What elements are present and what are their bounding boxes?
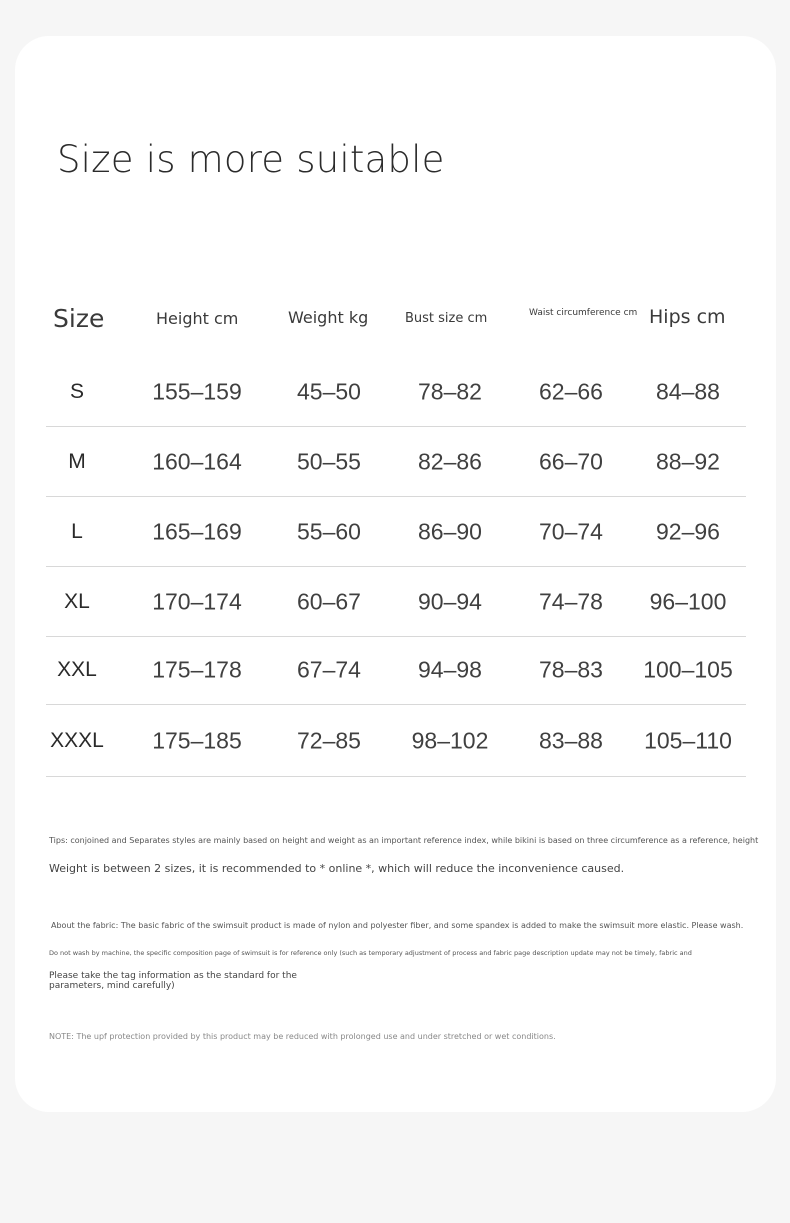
cell-bust: 82–86 xyxy=(418,448,482,475)
cell-weight: 72–85 xyxy=(297,727,361,754)
table-row xyxy=(46,568,746,637)
cell-height: 165–169 xyxy=(152,518,242,545)
cell-height: 175–178 xyxy=(152,656,242,683)
cell-height: 175–185 xyxy=(152,727,242,754)
cell-waist: 78–83 xyxy=(539,656,603,683)
tag-note: Please take the tag information as the standard for the parameters, mind carefully) xyxy=(49,971,297,991)
cell-bust: 94–98 xyxy=(418,656,482,683)
table-row xyxy=(46,428,746,497)
cell-bust: 90–94 xyxy=(418,588,482,615)
table-row xyxy=(46,636,746,705)
cell-size: XXL xyxy=(57,658,97,681)
cell-weight: 60–67 xyxy=(297,588,361,615)
cell-size: XL xyxy=(64,590,90,613)
table-row xyxy=(46,706,746,777)
fabric-note: About the fabric: The basic fabric of the swimsuit product is made of nylon and polyester fiber, and some spandex is added to make the swimsuit more elastic. Please wash. xyxy=(51,921,744,930)
cell-weight: 45–50 xyxy=(297,378,361,405)
table-row xyxy=(46,498,746,567)
cell-bust: 98–102 xyxy=(411,727,489,754)
header-bust: Bust size cm xyxy=(405,311,488,326)
wash-note: Do not wash by machine, the specific composition page of swimsuit is for reference only (such as temporary adjustment of process and fabric page description update may not be timely, fabric and xyxy=(49,949,692,957)
cell-hips: 105–110 xyxy=(644,727,732,754)
upf-note: NOTE: The upf protection provided by this product may be reduced with prolonged use and under stretched or wet conditions. xyxy=(49,1032,556,1041)
cell-height: 170–174 xyxy=(152,588,242,615)
header-weight: Weight kg xyxy=(288,308,369,327)
cell-hips: 92–96 xyxy=(656,518,720,545)
cell-size: L xyxy=(71,520,83,543)
header-size: Size xyxy=(53,304,105,333)
weight-note: Weight is between 2 sizes, it is recommended to * online *, which will reduce the inconvenience caused. xyxy=(49,862,625,875)
cell-waist: 83–88 xyxy=(539,727,603,754)
cell-weight: 55–60 xyxy=(297,518,361,545)
cell-hips: 96–100 xyxy=(649,588,727,615)
cell-weight: 50–55 xyxy=(297,448,361,475)
cell-bust: 86–90 xyxy=(418,518,482,545)
table-row xyxy=(46,358,746,427)
cell-size: S xyxy=(69,380,85,403)
cell-height: 155–159 xyxy=(152,378,242,405)
cell-waist: 66–70 xyxy=(539,448,603,475)
header-height: Height cm xyxy=(156,309,239,328)
cell-weight: 67–74 xyxy=(297,656,361,683)
cell-hips: 100–105 xyxy=(643,656,733,683)
header-waist: Waist circumference cm xyxy=(529,308,638,318)
cell-size: M xyxy=(68,450,86,473)
header-hips: Hips cm xyxy=(649,306,726,328)
cell-bust: 78–82 xyxy=(418,378,482,405)
tips-note: Tips: conjoined and Separates styles are mainly based on height and weight as an important reference index, while bikini is based on three circumference as a reference, height xyxy=(49,836,759,845)
cell-hips: 88–92 xyxy=(656,448,720,475)
page-title: Size is more suitable xyxy=(57,138,445,181)
cell-waist: 62–66 xyxy=(539,378,603,405)
cell-height: 160–164 xyxy=(152,448,242,475)
cell-size: XXXL xyxy=(50,729,104,752)
cell-waist: 70–74 xyxy=(539,518,603,545)
cell-waist: 74–78 xyxy=(539,588,603,615)
cell-hips: 84–88 xyxy=(656,378,720,405)
